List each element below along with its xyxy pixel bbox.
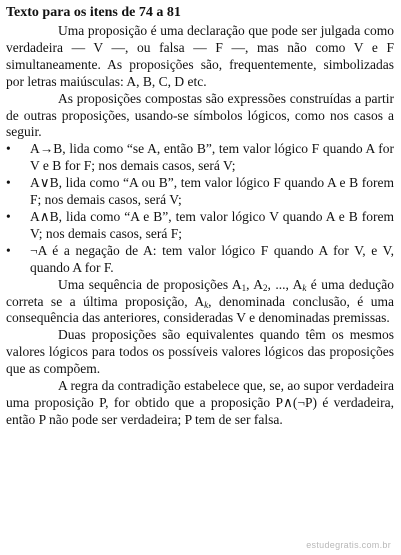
bullet-icon: • [6, 175, 11, 191]
list-item [6, 141, 394, 175]
text-block [6, 4, 394, 429]
paragraph-definition: Uma proposição é uma declaração que pode ser julgada como verdadeira — V —, ou falsa — F —, mas não como V e F simultaneamente. As proposições são, frequentemente, simbolizadas por letras maiúsculas: A, B, C, D etc. [6, 23, 394, 89]
bullet-icon: • [6, 141, 11, 157]
list-item [6, 209, 394, 243]
paragraph-compound: As proposições compostas são expressões construídas a partir de outras proposições, usando-se símbolos lógicos, como nos casos a seguir. [6, 90, 394, 140]
bullet-icon: • [6, 208, 11, 224]
section-heading: Texto para os itens de 74 a 81 [6, 5, 181, 20]
list-item [6, 175, 394, 209]
paragraph-equivalence: Duas proposições são equivalentes quando têm os mesmos valores lógicos para todos os possíveis valores lógicos das proposições que as compõem. [6, 327, 394, 377]
paragraph-contradiction: A regra da contradição estabelece que, se, ao supor verdadeira uma proposição P, for obtido que a proposição P∧(¬P) é verdadeira, então P não pode ser verdadeira; P tem de ser falsa. [6, 378, 394, 427]
list-item-text: A→B, lida como “se A, então B”, tem valor lógico F quando A for V e B for F; nos demais casos, será V; [30, 141, 394, 174]
paragraph-deduction: Uma sequência de proposições $A_1$, $A_2$, ..., $A_k$ é uma dedução correta se a última proposição, $A_k$, denominada conclusão, é uma consequência das anteriores, consideradas V e denominadas premissas. [6, 276, 394, 326]
watermark: estudegratis.com.br [306, 540, 391, 550]
list-item [6, 243, 394, 277]
list-item-text: ¬A é a negação de A: tem valor lógico F quando A for V, e V, quando A for F. [30, 242, 394, 275]
logic-operators-list [6, 141, 394, 276]
list-item-text: A∨B, lida como “A ou B”, tem valor lógico F quando A e B forem F; nos demais casos, será V; [30, 175, 394, 208]
list-item-text: A∧B, lida como “A e B”, tem valor lógico V quando A e B forem V; nos demais casos, será F; [30, 208, 394, 241]
bullet-icon: • [6, 242, 11, 258]
